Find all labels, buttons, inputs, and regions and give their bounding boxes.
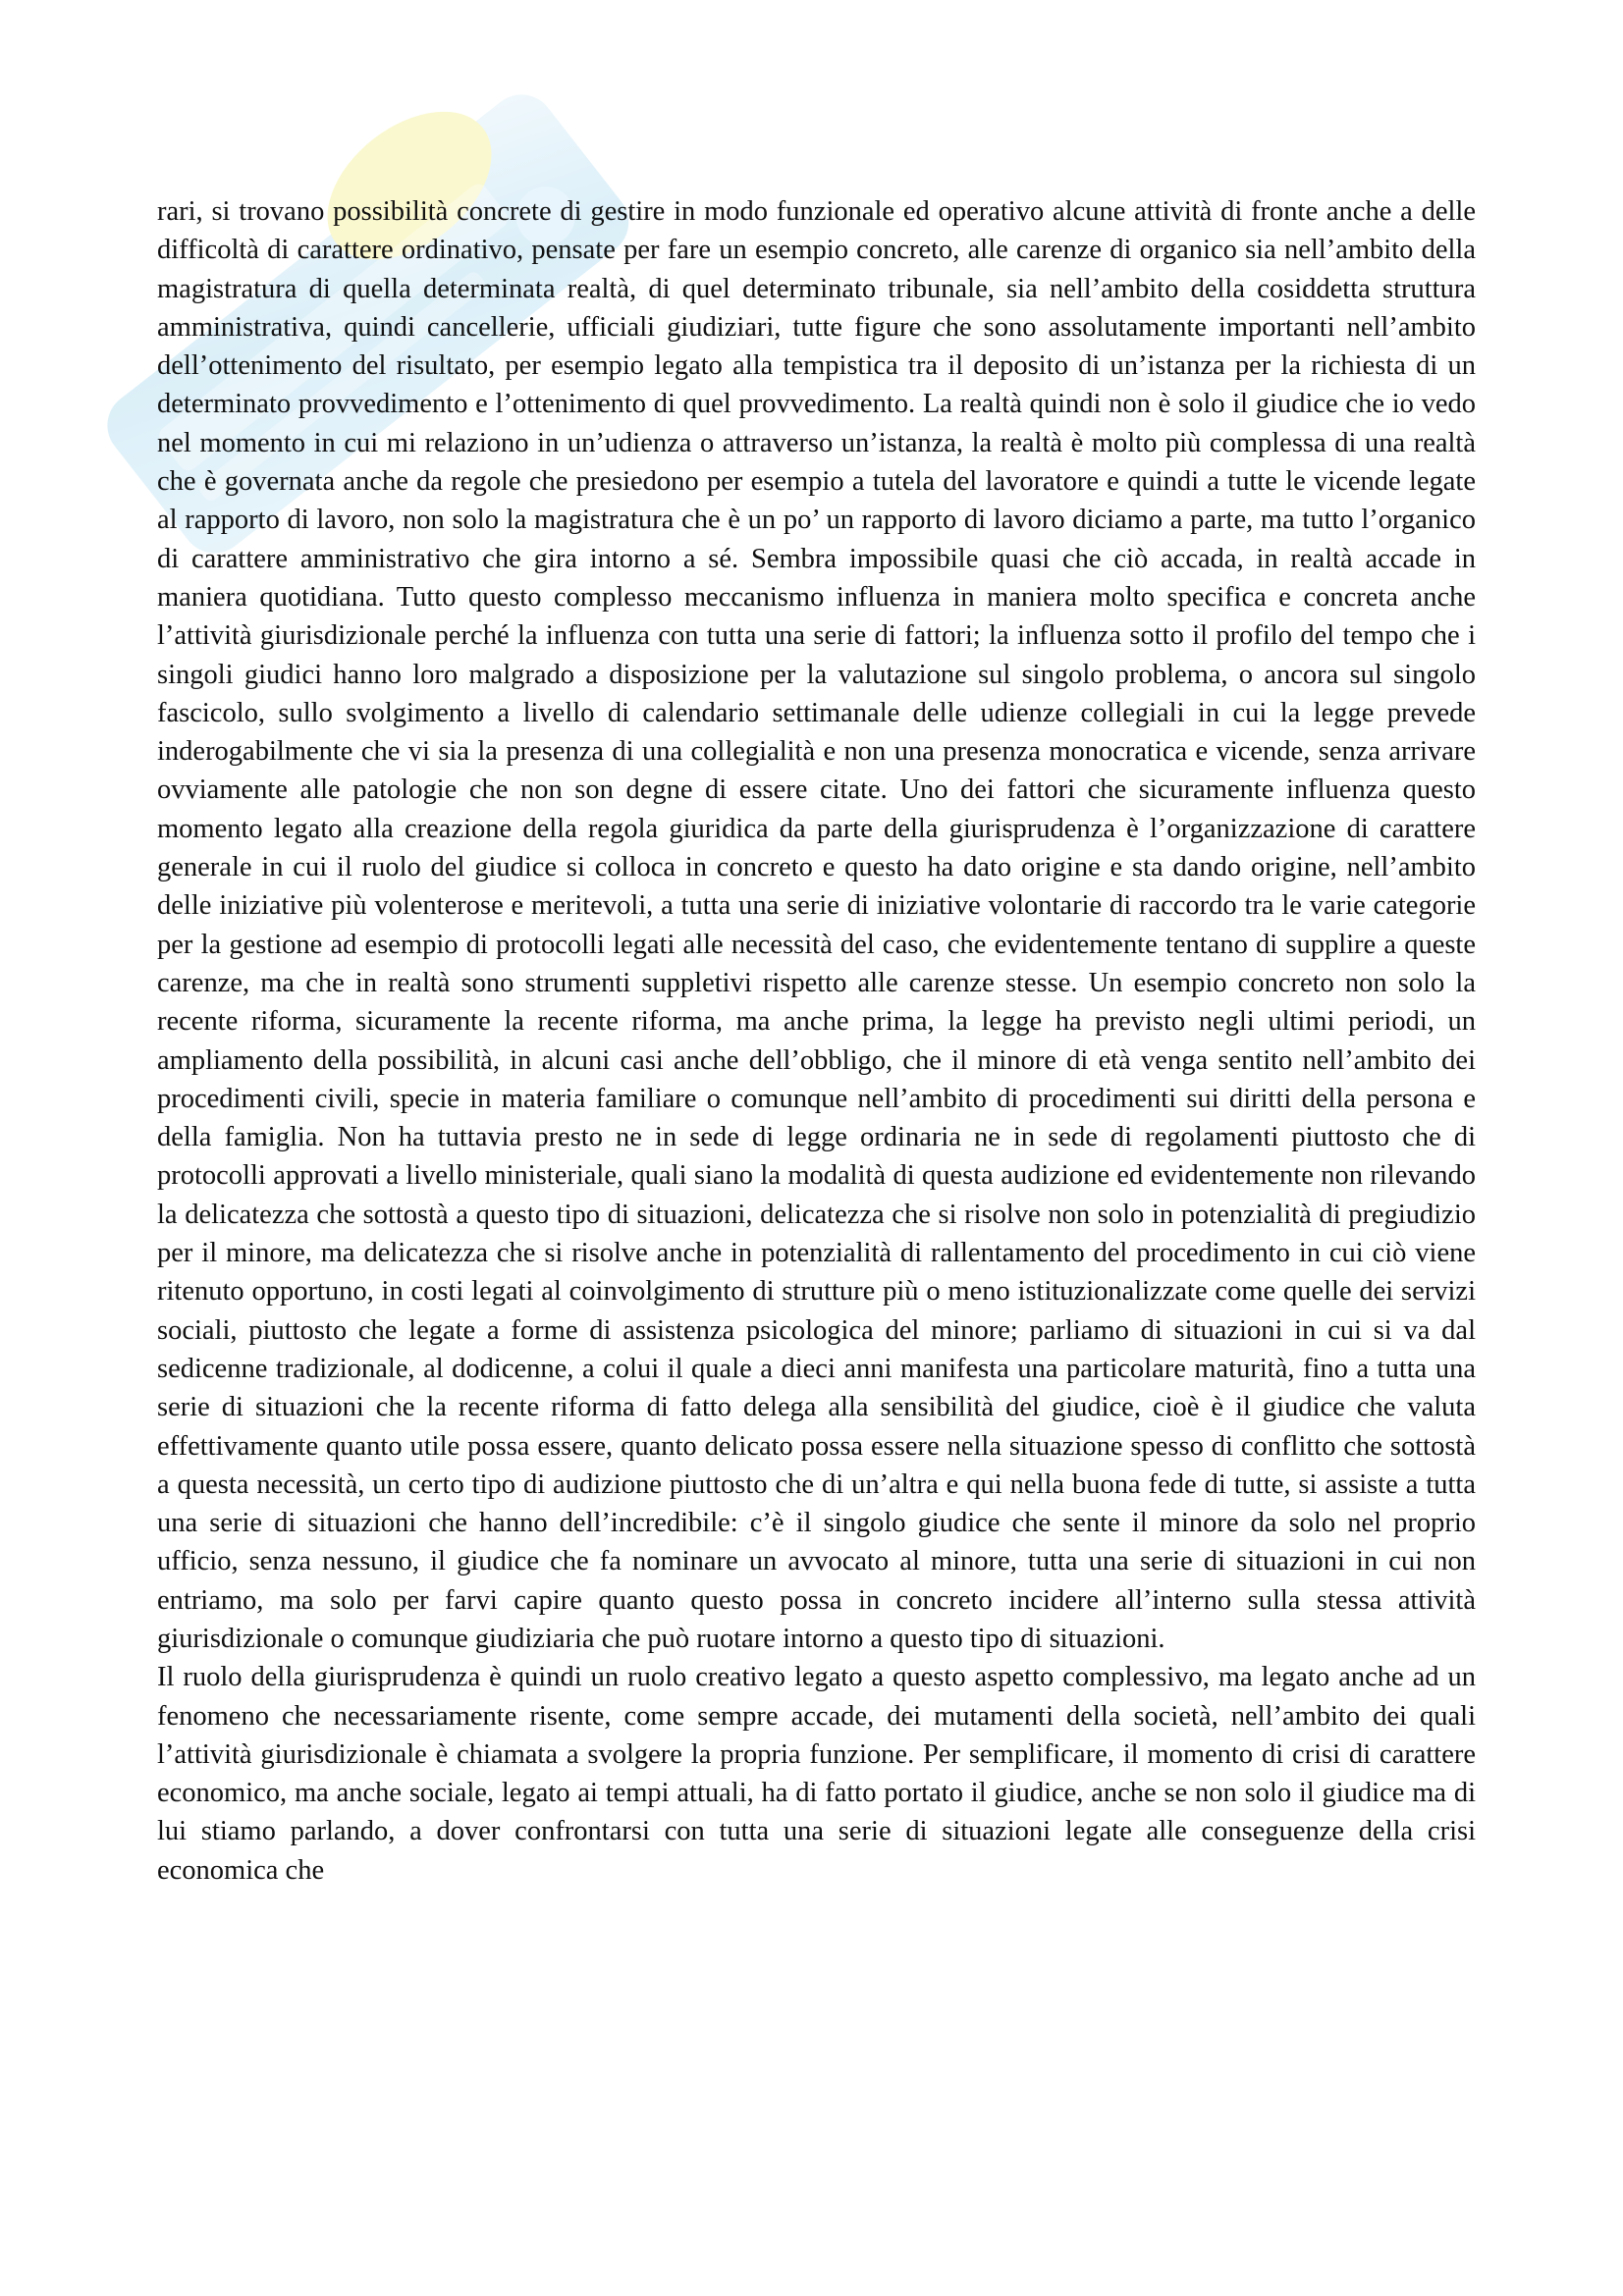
body-text xyxy=(157,192,1476,1890)
paragraph: Il ruolo della giurisprudenza è quindi un ruolo creativo legato a questo aspetto complessivo, ma legato anche ad un fenomeno che necessariamente risente, come sempre accade, dei mutamenti della società, nell’ambito dei quali l’attività giurisdizionale è chiamata a svolgere la propria funzione. Per semplificare, il momento di crisi di carattere economico, ma anche sociale, legato ai tempi attuali, ha di fatto portato il giudice, anche se non solo il giudice ma di lui stiamo parlando, a dover confrontarsi con tutta una serie di situazioni legate alle conseguenze della crisi economica che xyxy=(157,1662,1476,1886)
paragraph: rari, si trovano possibilità concrete di gestire in modo funzionale ed operativo alcune attività di fronte anche a delle difficoltà di carattere ordinativo, pensate per fare un esempio concreto, alle carenze di organico sia nell’ambito della magistratura di quella determinata realtà, di quel determinato tribunale, sia nell’ambito della cosiddetta struttura amministrativa, quindi cancellerie, ufficiali giudiziari, tutte figure che sono assolutamente importanti nell’ambito dell’ottenimento del risultato, per esempio legato alla tempistica tra il deposito di un’istanza per la richiesta di un determinato provvedimento e l’ottenimento di quel provvedimento. La realtà quindi non è solo il giudice che io vedo nel momento in cui mi relaziono in un’udienza o attraverso un’istanza, la realtà è molto più complessa di una realtà che è governata anche da regole che presiedono per esempio a tutela del lavoratore e quindi a tutte le vicende legate al rapporto di lavoro, non solo la magistratura che è un po’ un rapporto di lavoro diciamo a parte, ma tutto l’organico di carattere amministrativo che gira intorno a sé. Sembra impossibile quasi che ciò accada, in realtà accade in maniera quotidiana. Tutto questo complesso meccanismo influenza in maniera molto specifica e concreta anche l’attività giurisdizionale perché la influenza con tutta una serie di fattori; la influenza sotto il profilo del tempo che i singoli giudici hanno loro malgrado a disposizione per la valutazione sul singolo problema, o ancora sul singolo fascicolo, sullo svolgimento a livello di calendario settimanale delle udienze collegiali in cui la legge prevede inderogabilmente che vi sia la presenza di una collegialità e non una presenza monocratica e vicende, senza arrivare ovviamente alle patologie che non son degne di essere citate. Uno dei fattori che sicuramente influenza questo momento legato alla creazione della regola giuridica da parte della giurisprudenza è l’organizzazione di carattere generale in cui il ruolo del giudice si colloca in concreto e questo ha dato origine e sta dando origine, nell’ambito delle iniziative più volenterose e meritevoli, a tutta una serie di iniziative volontarie di raccordo tra le varie categorie per la gestione ad esempio di protocolli legati alle necessità del caso, che evidentemente tentano di supplire a queste carenze, ma che in realtà sono strumenti suppletivi rispetto alle carenze stesse. Un esempio concreto non solo la recente riforma, sicuramente la recente riforma, ma anche prima, la legge ha previsto negli ultimi periodi, un ampliamento della possibilità, in alcuni casi anche dell’obbligo, che il minore di età venga sentito nell’ambito dei procedimenti civili, specie in materia familiare o comunque nell’ambito di procedimenti sui diritti della persona e della famiglia. Non ha tuttavia presto ne in sede di legge ordinaria ne in sede di regolamenti piuttosto che di protocolli approvati a livello ministeriale, quali siano la modalità di questa audizione ed evidentemente non rilevando la delicatezza che sottostà a questo tipo di situazioni, delicatezza che si risolve non solo in potenzialità di pregiudizio per il minore, ma delicatezza che si risolve anche in potenzialità di rallentamento del procedimento in cui ciò viene ritenuto opportuno, in costi legati al coinvolgimento di strutture più o meno istituzionalizzate come quelle dei servizi sociali, piuttosto che legate a forme di assistenza psicologica del minore; parliamo di situazioni in cui si va dal sedicenne tradizionale, al dodicenne, a colui il quale a dieci anni manifesta una particolare maturità, fino a tutta una serie di situazioni che la recente riforma di fatto delega alla sensibilità del giudice, cioè è il giudice che valuta effettivamente quanto utile possa essere, quanto delicato possa essere nella situazione spesso di conflitto che sottostà a questa necessità, un certo tipo di audizione piuttosto che di un’altra e qui nella buona fede di tutte, si assiste a tutta una serie di situazioni che hanno dell’incredibile: c’è il singolo giudice che sente il minore da solo nel proprio ufficio, senza nessuno, il giudice che fa nominare un avvocato al minore, tutta una serie di situazioni in cui non entriamo, ma solo per farvi capire quanto questo possa in concreto incidere all’interno sulla stessa attività giurisdizionale o comunque giudiziaria che può ruotare intorno a questo tipo di situazioni. xyxy=(157,196,1476,1654)
